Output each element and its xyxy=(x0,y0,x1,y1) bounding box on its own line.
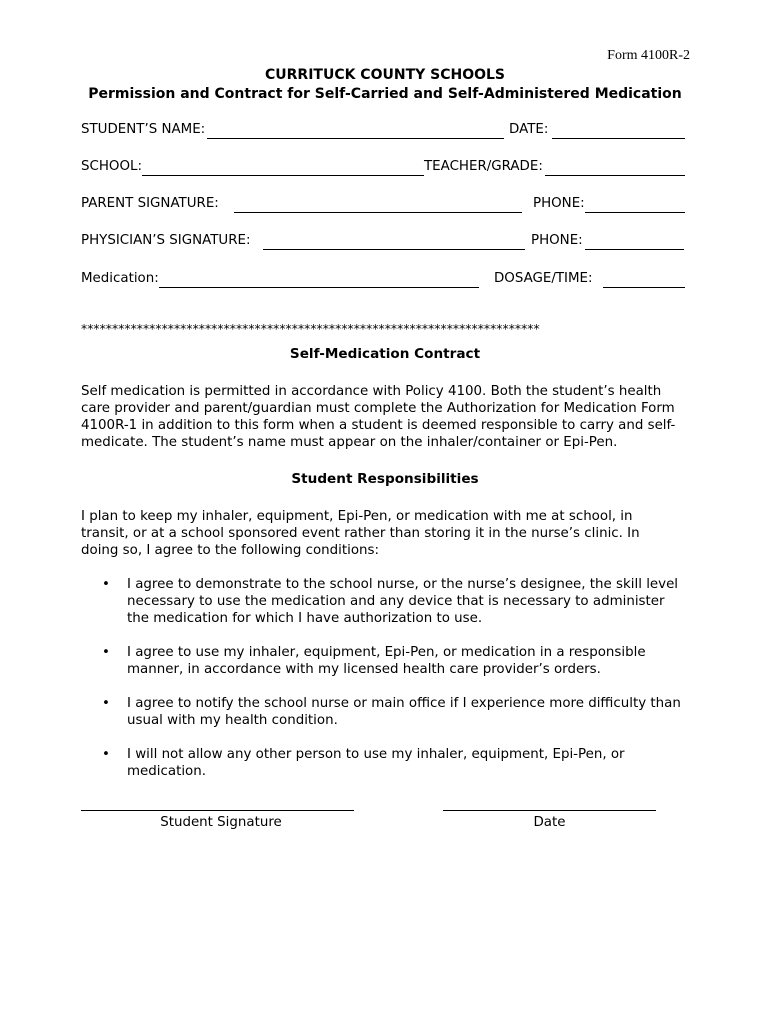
physician-signature-label: PHYSICIAN’S SIGNATURE: xyxy=(81,233,251,248)
list-item xyxy=(81,576,681,627)
school-label: SCHOOL: xyxy=(81,159,142,174)
signature-date-caption: Date xyxy=(533,815,566,830)
separator: ************************************************************************** xyxy=(81,322,540,336)
teacher-grade-field[interactable] xyxy=(545,175,685,176)
responsibilities-list xyxy=(81,576,681,797)
responsibilities-intro: I plan to keep my inhaler, equipment, Epi-Pen, or medication with me at school, in transit, or at a school sponsored event rather than storing it in the nurse’s clinic. In doing so, I agree to the following conditions: xyxy=(81,509,640,558)
dosage-time-field[interactable] xyxy=(603,287,685,288)
physician-phone-label: PHONE: xyxy=(531,233,583,248)
school-field[interactable] xyxy=(142,175,424,176)
list-item-text: I agree to use my inhaler, equipment, Epi-Pen, or medication in a responsible manner, in accordance with my licensed health care provider’s orders. xyxy=(127,645,646,677)
teacher-grade-label: TEACHER/GRADE: xyxy=(424,159,543,174)
list-item xyxy=(81,746,681,780)
bullet-icon: • xyxy=(102,645,110,660)
form-title: Permission and Contract for Self-Carried and Self-Administered Medication xyxy=(88,86,682,102)
student-name-field[interactable] xyxy=(207,138,504,139)
responsibilities-heading: Student Responsibilities xyxy=(291,471,479,487)
contract-heading: Self-Medication Contract xyxy=(289,346,481,362)
date-label: DATE: xyxy=(509,122,549,137)
medication-field[interactable] xyxy=(159,287,479,288)
physician-phone-field[interactable] xyxy=(585,249,684,250)
medication-label: Medication: xyxy=(81,271,159,286)
parent-signature-label: PARENT SIGNATURE: xyxy=(81,196,219,211)
parent-signature-field[interactable] xyxy=(234,212,522,213)
date-field[interactable] xyxy=(552,138,685,139)
bullet-icon: • xyxy=(102,577,110,592)
signature-date-field[interactable] xyxy=(443,810,656,811)
contract-body: Self medication is permitted in accordance with Policy 4100. Both the student’s health care provider and parent/guardian must complete the Authorization for Medication Form 4100R-1 in addition to this form when a student is deemed responsible to carry and self-medicate. The student’s name must appear on the inhaler/container or Epi-Pen. xyxy=(81,384,676,450)
row-medication-dosage xyxy=(81,271,686,291)
student-name-label: STUDENT’S NAME: xyxy=(81,122,206,137)
list-item-text: I agree to notify the school nurse or main office if I experience more difficulty than usual with my health condition. xyxy=(127,696,681,728)
student-signature-caption: Student Signature xyxy=(160,815,282,830)
bullet-icon: • xyxy=(102,747,110,762)
parent-phone-field[interactable] xyxy=(585,212,685,213)
list-item-text: I will not allow any other person to use my inhaler, equipment, Epi-Pen, or medication. xyxy=(127,747,625,779)
student-signature-field[interactable] xyxy=(81,810,354,811)
bullet-icon: • xyxy=(102,696,110,711)
row-physician-phone xyxy=(81,233,686,253)
form-number: Form 4100R-2 xyxy=(607,48,690,63)
list-item xyxy=(81,695,681,729)
dosage-time-label: DOSAGE/TIME: xyxy=(494,271,593,286)
row-school-teacher xyxy=(81,159,686,179)
list-item xyxy=(81,644,681,678)
list-item-text: I agree to demonstrate to the school nurse, or the nurse’s designee, the skill level necessary to use the medication and any device that is necessary to administer the medication for which I have authorization to use. xyxy=(127,577,679,626)
physician-signature-field[interactable] xyxy=(263,249,525,250)
district-name: CURRITUCK COUNTY SCHOOLS xyxy=(264,67,506,83)
row-parent-phone xyxy=(81,196,686,216)
parent-phone-label: PHONE: xyxy=(533,196,585,211)
row-student-date xyxy=(81,122,686,142)
